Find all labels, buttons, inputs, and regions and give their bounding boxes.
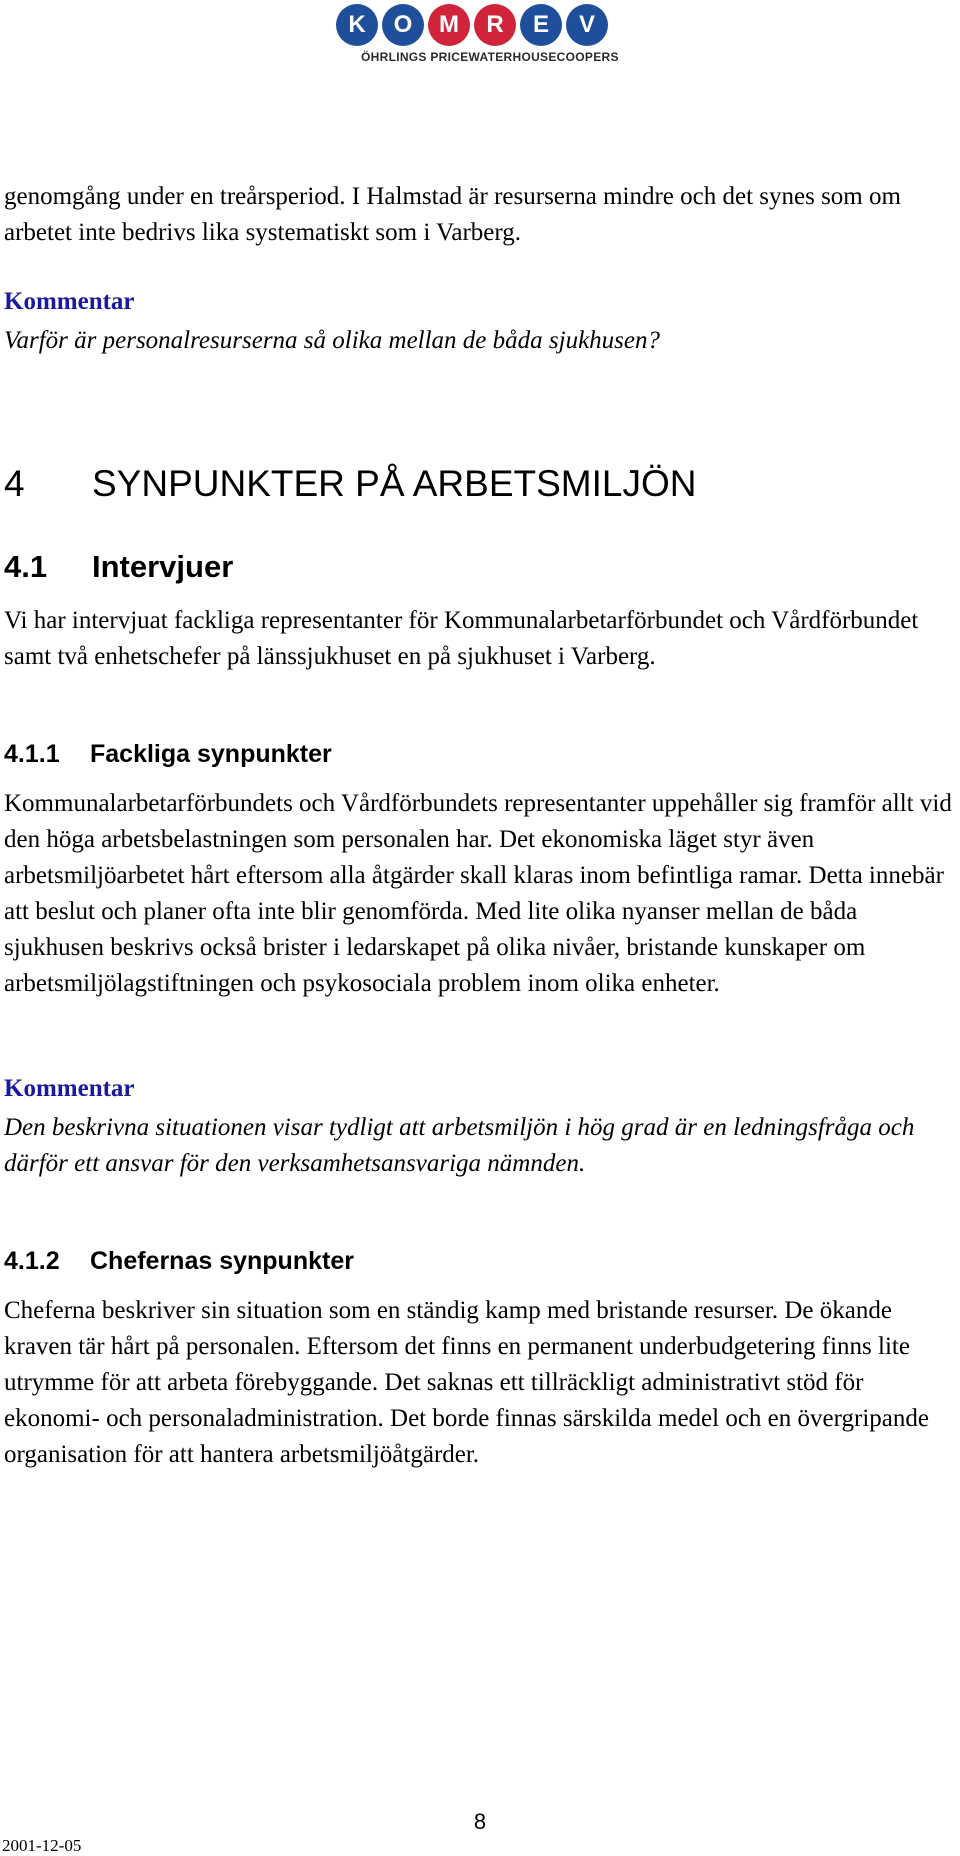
logo-letter: E	[520, 4, 562, 46]
section-4-1-1-paragraph: Kommunalarbetarförbundets och Vårdförbundets representanter uppehåller sig framför allt vid den höga arbetsbelastningen som personalen har. Det ekonomiska läget styr även arbetsmiljöarbetet hårt eftersom alla åtgärder skall klaras inom befintliga ramar. Detta innebär att beslut och planer ofta inte blir genomförda. Med lite olika nyanser mellan de båda sjukhusen beskrivs också brister i ledarskapet på olika nivåer, bristande kunskaper om arbetsmiljölagstiftningen och psykosociala problem inom olika enheter.	[4, 790, 952, 997]
kommentar-label: Kommentar	[4, 288, 135, 315]
section-4-1-2-paragraph: Cheferna beskriver sin situation som en ständig kamp med bristande resurser. De ökande kraven tär hårt på personalen. Eftersom det finns en permanent underbudgetering finns lite utrymme för att arbeta förebyggande. Det saknas ett tillräckligt administrativt stöd för ekonomi- och personaladministration. Det borde finnas särskilda medel och en övergripande organisation för att hantera arbetsmiljöåtgärder.	[4, 1297, 929, 1468]
section-number: 4.1	[4, 549, 48, 584]
komrev-logo	[333, 0, 633, 70]
logo-letters	[336, 4, 608, 46]
logo-letter: V	[566, 4, 608, 46]
section-number: 4.1.1	[4, 740, 60, 768]
kommentar-text: Den beskrivna situationen visar tydligt att arbetsmiljön i hög grad är en ledningsfråga och därför ett ansvar för den verksamhetsansvariga nämnden.	[4, 1114, 915, 1177]
section-heading-4-1	[4, 549, 233, 585]
section-heading-4	[4, 463, 696, 505]
section-title: Chefernas synpunkter	[90, 1247, 354, 1275]
section-title: Fackliga synpunkter	[90, 740, 332, 768]
logo-letter: K	[336, 4, 378, 46]
page-number: 8	[473, 1809, 487, 1834]
logo-subtitle: ÖHRLINGS PRICEWATERHOUSECOOPERS	[361, 50, 619, 64]
section-title: Intervjuer	[92, 549, 234, 584]
kommentar-label: Kommentar	[4, 1075, 135, 1102]
section-number: 4.1.2	[4, 1247, 60, 1275]
section-heading-4-1-2	[4, 1247, 354, 1276]
kommentar-text: Varför är personalresurserna så olika mellan de båda sjukhusen?	[4, 327, 660, 354]
section-heading-4-1-1	[4, 740, 332, 769]
intro-paragraph: genomgång under en treårsperiod. I Halmstad är resurserna mindre och det synes som om arbetet inte bedrivs lika systematiskt som i Varberg.	[4, 183, 901, 246]
section-title: SYNPUNKTER PÅ ARBETSMILJÖN	[92, 463, 697, 504]
logo-letter: R	[474, 4, 516, 46]
section-4-1-paragraph: Vi har intervjuat fackliga representanter för Kommunalarbetarförbundet och Vårdförbundet samt två enhetschefer på länssjukhuset en på sjukhuset i Varberg.	[4, 607, 919, 670]
logo-letter: M	[428, 4, 470, 46]
section-number: 4	[4, 463, 25, 504]
logo-letter: O	[382, 4, 424, 46]
footer-date: 2001-12-05	[2, 1836, 82, 1855]
